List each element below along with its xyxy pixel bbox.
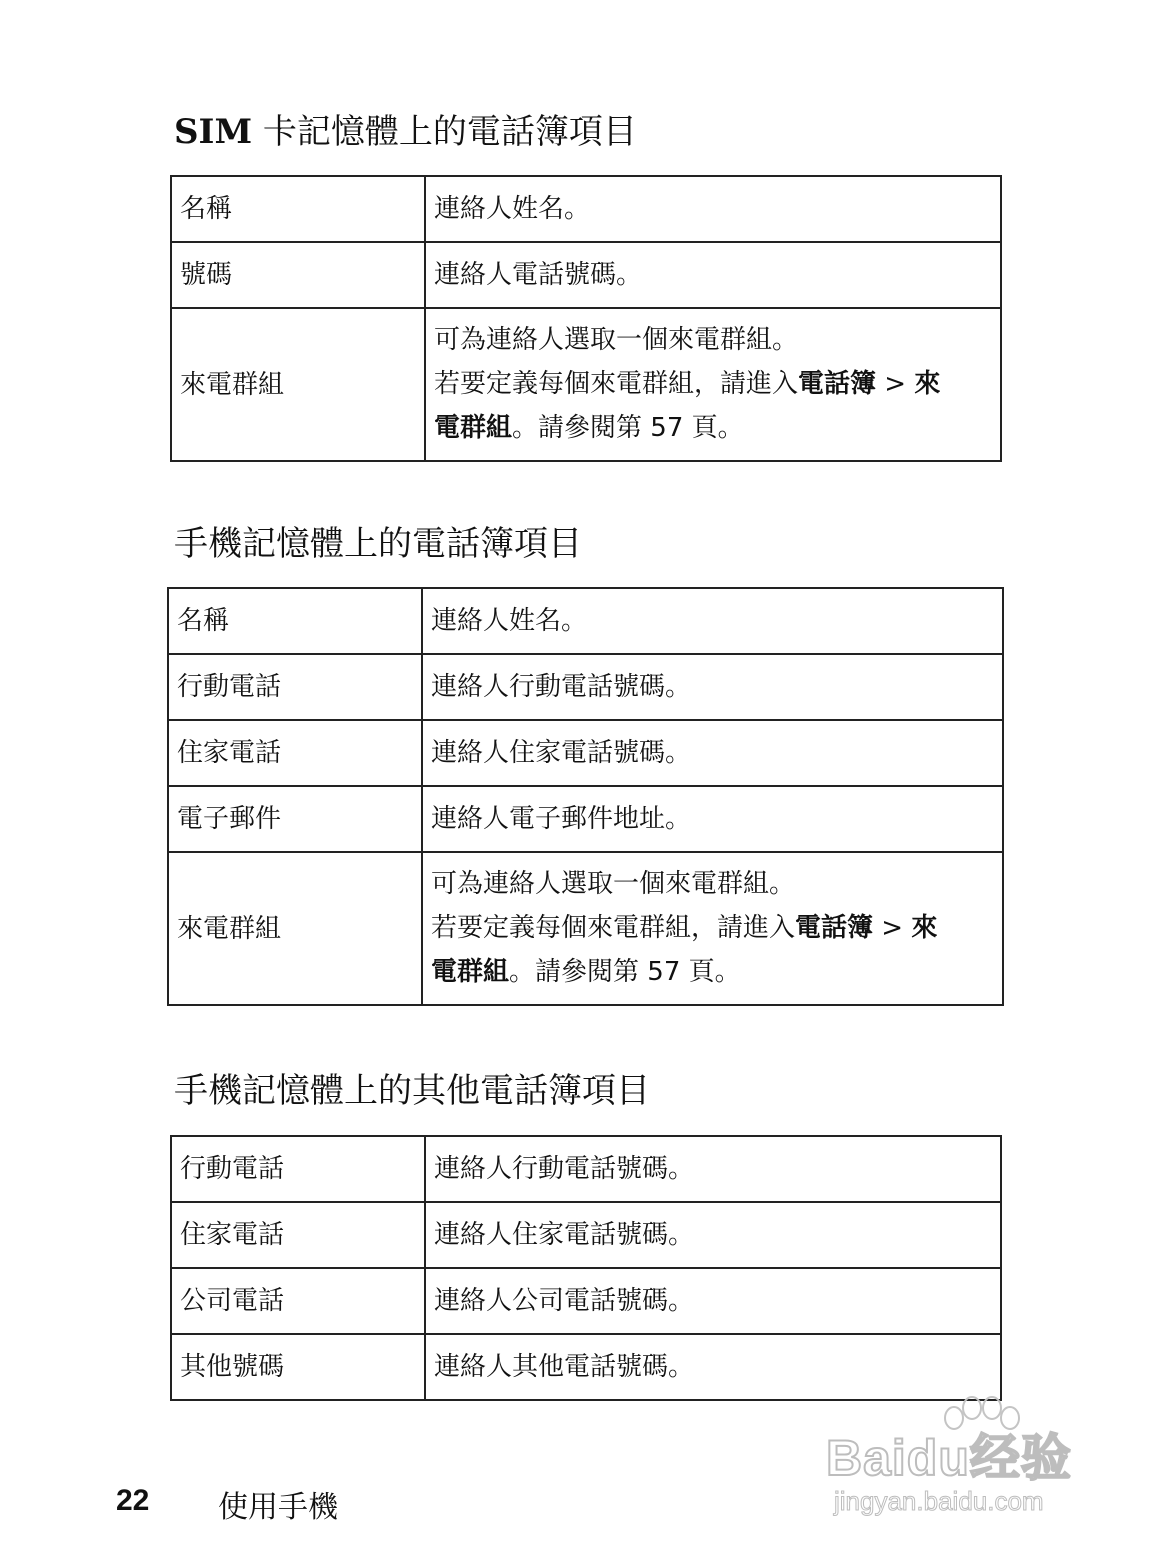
table-row (168, 720, 1003, 786)
baidu-watermark (826, 1396, 1116, 1536)
chapter-title: 使用手機 (218, 1490, 338, 1525)
desc-line: 電群組。請參閱第 57 頁。 (434, 413, 744, 443)
field-name-cell: 名稱 (168, 588, 422, 654)
table-row (168, 852, 1003, 1005)
field-desc-cell: 連絡人姓名。 (422, 588, 1003, 654)
field-desc-cell: 連絡人行動電話號碼。 (425, 1136, 1001, 1202)
menu-path-caller-group: 電群組 (431, 957, 510, 987)
table-row (171, 242, 1001, 308)
section-title-sim: SIM 卡記憶體上的電話簿項目 (174, 112, 637, 152)
menu-path-phonebook: 電話簿 (795, 913, 874, 943)
desc-line: 若要定義每個來電群組，請進入電話簿 > 來 (434, 369, 941, 399)
field-desc-cell: 連絡人其他電話號碼。 (425, 1334, 1001, 1400)
table-row (171, 1334, 1001, 1400)
desc-line: 可為連絡人選取一個來電群組。 (431, 869, 796, 899)
other-phonebook-table (170, 1135, 1002, 1401)
field-name-cell: 來電群組 (168, 852, 422, 1005)
watermark-url: jingyan.baidu.com (834, 1486, 1044, 1516)
field-name-cell: 號碼 (171, 242, 425, 308)
field-name-cell: 公司電話 (171, 1268, 425, 1334)
field-desc-cell: 連絡人電話號碼。 (425, 242, 1001, 308)
field-desc-cell: 連絡人公司電話號碼。 (425, 1268, 1001, 1334)
field-name-cell: 來電群組 (171, 308, 425, 461)
field-name-cell: 行動電話 (171, 1136, 425, 1202)
field-name-cell: 名稱 (171, 176, 425, 242)
field-desc-cell: 連絡人電子郵件地址。 (422, 786, 1003, 852)
field-name-cell: 住家電話 (168, 720, 422, 786)
field-desc-cell: 連絡人住家電話號碼。 (425, 1202, 1001, 1268)
desc-line: 可為連絡人選取一個來電群組。 (434, 325, 799, 355)
field-desc-cell: 連絡人姓名。 (425, 176, 1001, 242)
table-row (171, 1202, 1001, 1268)
table-row (171, 1136, 1001, 1202)
table-row (168, 654, 1003, 720)
field-name-cell: 其他號碼 (171, 1334, 425, 1400)
table-row (171, 176, 1001, 242)
table-row (171, 1268, 1001, 1334)
field-name-cell: 住家電話 (171, 1202, 425, 1268)
field-desc-cell: 連絡人住家電話號碼。 (422, 720, 1003, 786)
field-desc-cell (422, 852, 1003, 1005)
table-row (168, 588, 1003, 654)
field-desc-cell (425, 308, 1001, 461)
table-row (168, 786, 1003, 852)
page-number: 22 (116, 1484, 150, 1517)
menu-path-caller-group: 電群組 (434, 413, 513, 443)
watermark-logo-text: Baidu经验 (826, 1430, 1072, 1486)
field-desc-cell: 連絡人行動電話號碼。 (422, 654, 1003, 720)
desc-line: 電群組。請參閱第 57 頁。 (431, 957, 741, 987)
table-row (171, 308, 1001, 461)
menu-path-phonebook: 電話簿 (798, 369, 877, 399)
field-name-cell: 電子郵件 (168, 786, 422, 852)
field-name-cell: 行動電話 (168, 654, 422, 720)
section-title-other-entries: 手機記憶體上的其他電話簿項目 (174, 1071, 650, 1111)
sim-phonebook-table (170, 175, 1002, 462)
phone-phonebook-table (167, 587, 1004, 1006)
section-title-phone-memory: 手機記憶體上的電話簿項目 (174, 524, 582, 564)
desc-line: 若要定義每個來電群組，請進入電話簿 > 來 (431, 913, 938, 943)
